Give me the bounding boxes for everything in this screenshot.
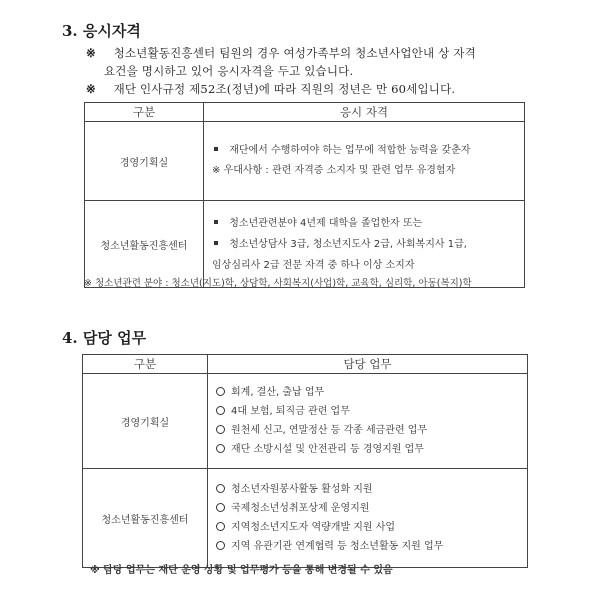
- section-3-title: 3. 응시자격: [62, 22, 141, 40]
- circle-bullet-icon: [216, 444, 225, 453]
- circle-bullet-icon: [216, 541, 225, 550]
- circle-bullet-icon: [216, 503, 225, 512]
- circle-bullet-icon: [216, 425, 225, 434]
- reference-mark: ※: [212, 165, 221, 176]
- list-item: 지역 유관기관 연계협력 등 청소년활동 지원 업무: [216, 537, 519, 556]
- list-item: 국제청소년성취포상제 운영지원: [216, 499, 519, 518]
- list-item: 재단 소방시설 및 안전관리 등 경영지원 업무: [216, 440, 519, 459]
- section-4-title: 4. 담당 업무: [62, 329, 147, 347]
- row-category: 청소년활동진흥센터: [85, 201, 204, 288]
- table-row: [83, 469, 528, 568]
- list-item: 재단에서 수행하여야 하는 업무에 적합한 능력을 갖춘자: [212, 141, 516, 161]
- list-item: 청소년상담사 3급, 청소년지도사 2급, 사회복지사 1급,: [212, 234, 516, 255]
- note-text: 요건을 명시하고 있어 응시자격을 두고 있습니다.: [104, 64, 354, 78]
- row-category: 경영기획실: [85, 122, 204, 201]
- square-bullet-icon: [214, 147, 218, 151]
- table-row: [83, 374, 528, 469]
- section-4-footnote: ※ 담당 업무는 재단 운영 상황 및 업무평가 등을 통해 변경될 수 있음: [90, 565, 393, 576]
- circle-bullet-icon: [216, 387, 225, 396]
- list-item: 청소년관련분야 4년제 대학을 졸업한자 또는: [212, 213, 516, 234]
- table-header-row: [85, 103, 525, 122]
- qualification-table: [84, 102, 525, 288]
- list-item: 청소년자원봉사활동 활성화 지원: [216, 480, 519, 499]
- header-duties: 담당 업무: [208, 355, 528, 374]
- table-header-row: [83, 355, 528, 374]
- section-3-note-2: [104, 63, 353, 79]
- circle-bullet-icon: [216, 522, 225, 531]
- list-item: ※ 우대사항 : 관련 자격증 소지자 및 관련 업무 유경험자: [212, 165, 456, 176]
- row-category: 청소년활동진흥센터: [83, 469, 208, 568]
- row-content: [208, 374, 528, 469]
- header-category: 구분: [85, 103, 204, 122]
- table-row: [85, 122, 525, 201]
- row-category: 경영기획실: [83, 374, 208, 469]
- square-bullet-icon: [214, 241, 218, 245]
- section-3-footnote: ※ 청소년관련 분야 : 청소년(지도)학, 상담학, 사회복지(사업)학, 교육학, 심리학, 아동(복지)학: [84, 278, 472, 289]
- row-content: [208, 469, 528, 568]
- note-text: 재단 인사규정 제52조(정년)에 따라 직원의 정년은 만 60세입니다.: [113, 82, 456, 96]
- header-category: 구분: [83, 355, 208, 374]
- list-item: 4대 보험, 퇴직금 관련 업무: [216, 402, 519, 421]
- list-item: 원천세 신고, 연말정산 등 각종 세금관련 업무: [216, 421, 519, 440]
- duties-table: [82, 354, 528, 568]
- circle-bullet-icon: [216, 406, 225, 415]
- section-3-note-1: [86, 45, 476, 61]
- note-text: 청소년활동진흥센터 팀원의 경우 여성가족부의 청소년사업안내 상 자격: [113, 46, 476, 60]
- square-bullet-icon: [214, 220, 218, 224]
- note-mark: ※: [86, 82, 96, 96]
- row-content: [204, 122, 525, 201]
- header-qualification: 응시 자격: [204, 103, 525, 122]
- section-3-note-3: [86, 81, 455, 97]
- note-mark: ※: [86, 46, 96, 60]
- list-item: 회계, 결산, 출납 업무: [216, 383, 519, 402]
- list-item: 지역청소년지도자 역량개발 지원 사업: [216, 518, 519, 537]
- circle-bullet-icon: [216, 484, 225, 493]
- list-item: 임상심리사 2급 전문 자격 중 하나 이상 소지자: [212, 259, 415, 271]
